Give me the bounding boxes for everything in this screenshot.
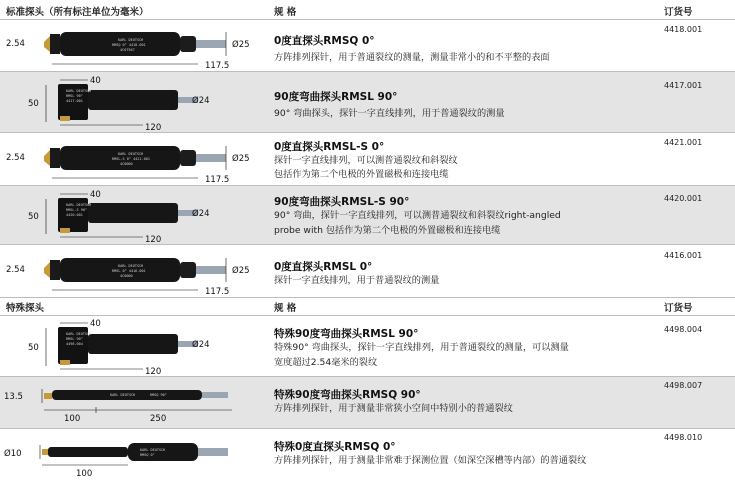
probe-title: 90度弯曲探头RMSL-S 90°: [274, 196, 410, 208]
svg-text:KARL DEUTSCH: KARL DEUTSCH: [66, 203, 92, 207]
table-row: [0, 186, 735, 244]
svg-text:RMSQ 0° 4418.001: RMSQ 0° 4418.001: [112, 43, 146, 47]
svg-text:4498.004: 4498.004: [66, 342, 83, 346]
svg-text:4417.001: 4417.001: [66, 99, 83, 103]
svg-text:40: 40: [90, 76, 101, 86]
probe-title: 0度直探头RMSQ 0°: [274, 35, 375, 47]
svg-text:KARL DEUTSCH: KARL DEUTSCH: [140, 448, 166, 452]
svg-text:Ø25: Ø25: [232, 266, 250, 276]
svg-text:100: 100: [64, 414, 81, 424]
probe-description: 方阵排列探针，用于普通裂纹的测量，测量非常小的和不平整的表面: [274, 52, 550, 63]
svg-text:120: 120: [145, 123, 162, 132]
svg-text:RMSL 90°: RMSL 90°: [66, 94, 83, 98]
order-number: 4416.001: [664, 251, 703, 260]
probe-description: 包括作为第二个电极的外置磁极和连接电缆: [274, 169, 449, 180]
probe-image-straight: [0, 133, 265, 185]
svg-text:50: 50: [28, 212, 39, 222]
svg-text:Ø24: Ø24: [192, 209, 210, 219]
probe-image-slim-right-angle: [0, 377, 265, 428]
probe-image-slim-straight: [0, 429, 265, 488]
svg-text:117.5: 117.5: [205, 61, 230, 71]
svg-text:4420.001: 4420.001: [66, 213, 83, 217]
table-header: [0, 3, 735, 19]
column-header-order-no: 订货号: [664, 7, 693, 18]
svg-text:2.54: 2.54: [6, 39, 25, 49]
svg-text:100: 100: [76, 469, 93, 479]
column-header-spec: 规 格: [274, 303, 297, 314]
svg-text:117.5: 117.5: [205, 175, 230, 185]
svg-text:RMSL-S 0° 4421.001: RMSL-S 0° 4421.001: [112, 157, 150, 161]
probe-description: 探针一字直线排列，可以测普通裂纹和斜裂纹: [274, 155, 458, 166]
probe-title: 0度直探头RMSL-S 0°: [274, 141, 385, 153]
svg-text:250: 250: [150, 414, 167, 424]
svg-text:Ø25: Ø25: [232, 154, 250, 164]
svg-text:40: 40: [90, 190, 101, 200]
svg-text:120: 120: [145, 367, 162, 376]
probe-image-right-angle: [0, 186, 265, 244]
probe-description: 探针一字直线排列，用于普通裂纹的测量: [274, 275, 440, 286]
table-row: [0, 20, 735, 71]
column-header-special-probe: 特殊探头: [6, 303, 45, 314]
svg-text:13.5: 13.5: [4, 392, 23, 402]
probe-description: 方阵排列探针，用于测量非常难于探测位置（如深空深槽等内部）的普通裂纹: [274, 455, 587, 466]
svg-text:KARL DEUTSCH: KARL DEUTSCH: [110, 393, 136, 397]
order-number: 4421.001: [664, 138, 703, 147]
svg-text:Ø24: Ø24: [192, 96, 210, 106]
svg-text:RMSL 90°: RMSL 90°: [66, 337, 83, 341]
table-row: [0, 316, 735, 376]
svg-text:4C0000: 4C0000: [120, 162, 133, 166]
svg-text:RMSQ 0°: RMSQ 0°: [140, 453, 155, 457]
column-header-probe: 标准探头（所有标注单位为毫米）: [6, 7, 149, 18]
svg-text:Ø10: Ø10: [4, 449, 22, 459]
order-number: 4498.007: [664, 381, 703, 390]
svg-text:RMSQ 90°: RMSQ 90°: [150, 393, 167, 397]
column-header-order-no: 订货号: [664, 303, 693, 314]
order-number: 4418.001: [664, 25, 703, 34]
svg-text:KARL DEUTSCH: KARL DEUTSCH: [118, 264, 144, 268]
probe-image-straight: [0, 20, 265, 71]
table-row: [0, 133, 735, 185]
probe-description: 90° 弯曲探头，探针一字直线排列，用于普通裂纹的测量: [274, 108, 505, 119]
table-row: [0, 245, 735, 297]
svg-text:KARL DEUTSCH: KARL DEUTSCH: [66, 89, 92, 93]
svg-text:KARL DEUTSCH: KARL DEUTSCH: [118, 152, 144, 156]
probe-description: 特殊90° 弯曲探头，探针一字直线排列，用于普通裂纹的测量，可以测量: [274, 342, 569, 353]
svg-text:2.54: 2.54: [6, 265, 25, 275]
order-number: 4420.001: [664, 194, 703, 203]
svg-text:120: 120: [145, 235, 162, 244]
svg-text:RMSL-S 90°: RMSL-S 90°: [66, 208, 88, 212]
probe-image-right-angle: [0, 72, 265, 132]
order-number: 4417.001: [664, 81, 703, 90]
probe-image-right-angle: [0, 316, 265, 376]
order-number: 4498.004: [664, 325, 703, 334]
probe-title: 90度弯曲探头RMSL 90°: [274, 91, 398, 103]
svg-text:Ø24: Ø24: [192, 340, 210, 350]
probe-image-straight: [0, 245, 265, 297]
table-row: [0, 72, 735, 132]
probe-description: 90° 弯曲，探针一字直线排列，可以测普通裂纹和斜裂纹right-angled: [274, 210, 561, 221]
probe-description: probe with 包括作为第二个电极的外置磁极和连接电缆: [274, 225, 501, 236]
svg-text:50: 50: [28, 343, 39, 353]
svg-text:2.54: 2.54: [6, 153, 25, 163]
table-row: [0, 377, 735, 428]
table-header: [0, 299, 735, 315]
probe-title: 特殊0度直探头RMSQ 0°: [274, 441, 396, 453]
svg-text:117.5: 117.5: [205, 287, 230, 297]
svg-text:RMSL 0° 4416.001: RMSL 0° 4416.001: [112, 269, 146, 273]
svg-text:4C07567: 4C07567: [120, 48, 135, 52]
probe-title: 特殊90度弯曲探头RMSL 90°: [274, 328, 419, 340]
column-header-spec: 规 格: [274, 7, 297, 18]
probe-description: 宽度超过2.54毫米的裂纹: [274, 357, 378, 368]
svg-text:40: 40: [90, 319, 101, 329]
svg-text:50: 50: [28, 99, 39, 109]
probe-description: 方阵排列探针，用于测量非常狭小空间中特别小的普通裂纹: [274, 403, 513, 414]
probe-title: 0度直探头RMSL 0°: [274, 261, 373, 273]
svg-text:KARL DEUTSCH: KARL DEUTSCH: [66, 332, 92, 336]
svg-text:4C0000: 4C0000: [120, 274, 133, 278]
svg-text:KARL DEUTSCH: KARL DEUTSCH: [118, 38, 144, 42]
table-row: [0, 429, 735, 488]
svg-text:Ø25: Ø25: [232, 40, 250, 50]
probe-title: 特殊90度弯曲探头RMSQ 90°: [274, 389, 421, 401]
order-number: 4498.010: [664, 433, 703, 442]
